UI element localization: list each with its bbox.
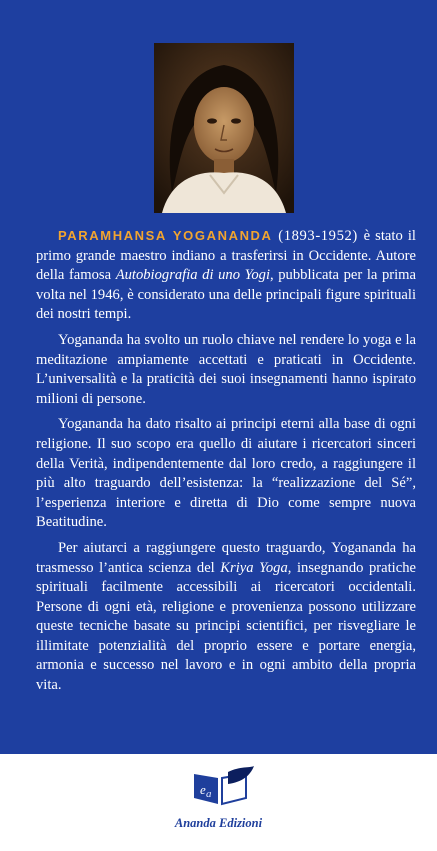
bio-text: , pubblicata per la prima volta nel 1946, è considerato una delle principali figure spirituali dei nostri tempi. — [36, 267, 416, 323]
bio-paragraph-4 — [36, 539, 416, 696]
yogananda-portrait-photo — [154, 43, 294, 213]
book-title: Autobiografia di uno Yogi — [115, 267, 271, 284]
author-biography — [36, 226, 416, 702]
publisher-name: Ananda Edizioni — [174, 816, 263, 830]
kriya-yoga-term: Kriya Yoga — [220, 559, 288, 576]
bio-paragraph-1 — [36, 226, 416, 325]
bio-paragraph-3: Yogananda ha dato risalto ai principi eterni alla base di ogni religione. Il suo scopo era quello di aiutare i ricercatori sinceri della Verità, indipendentemente dal loro credo, a raggiungere il più alto traguardo dell’esistenza: la “realizzazione del Sé”, l’esperienza interiore e diretta di Dio come sempre nuova Beatitudine. — [36, 416, 416, 531]
bio-text: , insegnando pratiche spirituali facilmente accessibili ai ricercatori occidentali. Persone di ogni età, religione e provenienza possono utilizzare queste tecniche basate su principi scientifici, per risvegliare le illimitate potenzialità del proprio essere e portare energia, armonia e successo nel lavoro e in ogni ambito della propria vita. — [36, 559, 416, 694]
publisher-footer — [0, 754, 437, 851]
author-dates: (1893-1952) — [272, 228, 364, 244]
ananda-edizioni-logo — [184, 764, 256, 812]
bio-paragraph-2: Yogananda ha svolto un ruolo chiave nel rendere lo yoga e la meditazione ampiamente accettati e praticati in Occidente. L’universalità e la praticità dei suoi insegnamenti hanno ispirato milioni di persone. — [36, 331, 416, 407]
svg-text:a: a — [206, 788, 212, 800]
bio-text: è stato il primo grande maestro indiano a trasferirsi in Occidente. Autore della famosa — [36, 228, 416, 284]
svg-text:e: e — [200, 782, 206, 797]
author-portrait — [154, 43, 294, 213]
bio-text: Per aiutarci a raggiungere questo traguardo, Yogananda ha trasmesso l’antica scienza del — [36, 539, 416, 576]
author-name: PARAMHANSA YOGANANDA — [58, 228, 273, 243]
